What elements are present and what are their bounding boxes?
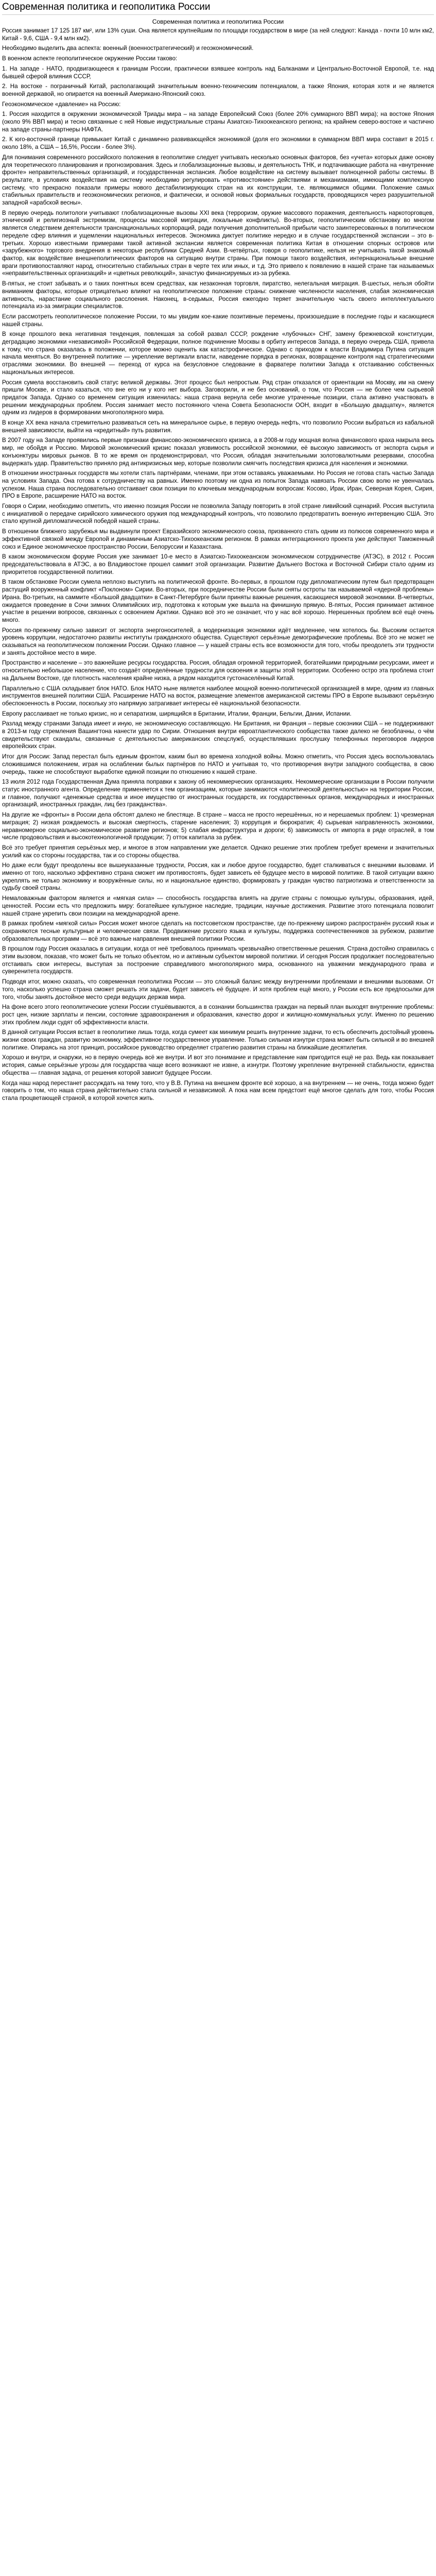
article-paragraph: Россия сумела восстановить свой статус великой державы. Этот процесс был непростым. Ряд стран отказался от ориентации на Москву, им на смену пришли Москве, и стало казаться, что вне его ни у кого нет выбора. Заговорили, и не без оснований, о том, что Россия — не более чем сырьевой придаток Запада. Однако со временем ситуация изменилась: наша страна вернула себе многие утраченные позиции, стала активно участвовать в решении международных проблем. Россия занимает место постоянного члена Совета Безопасности ООН, входит в «Большую двадцатку», является одним из лидеров в формировании многополярного мира. (2, 379, 434, 416)
article-paragraph: В военном аспекте геополитическое окружение России таково: (2, 55, 178, 62)
article-paragraph: Хорошо и внутри, и снаружи, но в первую очередь всё же внутри. И вот это понимание и представление нам пригодится ещё не раз. Ведь как показывает история, самые серьёзные угрозы для государства чаще всего возникают не извне, а изнутри. Поэтому укрепление внутренней стабильности, единства общества — главная задача, от решения которой зависит будущее России. (2, 1054, 434, 1076)
article-paragraph: Всё это требует принятия серьёзных мер, и многое в этом направлении уже делается. Однако решение этих проблем требует времени и значительных усилий как со стороны государства, так и со стороны общества. (2, 844, 434, 859)
article-paragraph: Немаловажным фактором является и «мягкая сила» — способность государства влиять на другие страны с помощью культуры, образования, идей, ценностей. России есть что предложить миру: богатейшее культурное наследие, традиции, научные достижения. Развитие этого потенциала позволит нашей стране укрепить свои позиции на международной арене. (2, 895, 434, 917)
article-paragraph: Необходимо выделить два аспекта: военный (военностратегический) и геоэкономический. (2, 45, 254, 52)
article-paragraph: В рамках проблем «мягкой силы» Россия может многое сделать на постсоветском пространстве, где по-прежнему широко распространён русский язык и сохраняются тесные культурные и человеческие связи. Продвижение русского языка и культуры, поддержка соотечественников за рубежом, развитие образовательных программ — всё это важные направления внешней политики России. (2, 920, 434, 942)
article-paragraph: 1. На западе - НАТО, продвигающееся к границам России, практически взявшее контроль над Балканами и Центрально-Восточной Европой, т.е. над бывшей сферой влияния СССР, (2, 65, 434, 80)
article-paragraph: 2. На востоке - пограничный Китай, располагающий значительным военно-техническим потенциалом, а также Япония, которая хотя и не является военной державой, но опирается на военный Американо-Японский союз. (2, 83, 434, 97)
article-paragraph: В прошлом году Россия оказалась в ситуации, когда от неё требовалось принимать чрезвычайно ответственные решения. Страна достойно справилась с этим вызовом, показав, что может быть не только объектом, но и активным субъектом мировой политики. И сегодня Россия продолжает последовательно отстаивать свои интересы, выступая за построение справедливого многополярного мира, основанного на уважении международного права и суверенитета государств. (2, 945, 434, 975)
article-body (2, 27, 434, 1103)
article-paragraph: В данной ситуации Россия встает в геополитике лишь тогда, когда сумеет как минимум решить внутренние задачи, то есть обеспечить достойный уровень жизни своих граждан, развитую экономику, эффективное государственное управление. Только сильная изнутри страна может быть сильной и во внешней политике. Опираясь на этот принцип, российское руководство определяет стратегию развития страны на ближайшие десятилетия. (2, 1029, 434, 1051)
article-paragraph: В отношении иностранных государств мы хотели стать партнёрами, членами, при этом оставаясь уважаемыми. Но Россия не готова стать частью Запада на условиях Запада. Она готова к сотрудничеству на равных. Именно поэтому ни одна из попыток Запада навязать России свою волю не увенчалась успехом. Наша страна последовательно отстаивает свои позиции по ключевым международным вопросам: Косово, Ирак, Иран, Северная Корея, Сирия, ПРО в Европе, расширение НАТО на восток. (2, 470, 434, 500)
article-paragraph: Когда наш народ перестанет рассуждать на тему того, что у В.В. Путина на внешнем фронте всё хорошо, а на внутреннем — не очень, тогда можно будет говорить о том, что наша страна действительно стала сильной и независимой. А пока нам всем предстоит ещё многое сделать для того, чтобы Россия стала процветающей страной, в которой хочется жить. (2, 1079, 434, 1101)
article-paragraph: В конце XX века начала стремительно развиваться сеть на минеральное сырье, в первую очередь нефть, что позволило России выбраться из кабальной внешней зависимости, выйти на «кредитный» путь развития. (2, 419, 434, 434)
page (0, 0, 436, 1103)
article-paragraph: В 2007 году на Западе проявились первые признаки финансово-экономического кризиса, а в 2008-м году мощная волна финансового краха накрыла весь мир, не обойдя и Россию. Мировой экономический кризис показал уязвимость российской экономики, её высокую зависимость от экспорта сырья и конъюнктуры мировых рынков. В то же время он продемонстрировал, что Россия, обладая значительными золотовалютными резервами, способна выдержать удар. Правительство приняло ряд антикризисных мер, которые позволили смягчить последствия кризиса для населения и экономики. (2, 437, 434, 467)
article-paragraph: В отношении ближнего зарубежья мы выдвинули проект Евразийского экономического союза, призванного стать одним из полюсов современного мира и эффективной связкой между Европой и динамичным Азиатско-Тихоокеанским регионом. В рамках интеграционного проекта уже действуют Таможенный союз и Единое экономическое пространство России, Белоруссии и Казахстана. (2, 528, 434, 550)
article-paragraph: 2. К юго-восточной границе примыкает Китай с динамично развивающейся экономикой (доля его экономики в суммарном ВВП мира составит в 2015 г. около 18%, а США – 16,5%, России - более 3%). (2, 136, 434, 151)
article-paragraph: Параллельно с США складывает блок НАТО. Блок НАТО ныне является наиболее мощной военно-политической организацией в мире, одним из главных инструментов внешней политики США. Расширение НАТО на восток, размещение элементов американской системы ПРО в Европе вызывают серьёзную обеспокоенность в России, поскольку это напрямую затрагивает интересы её национальной безопасности. (2, 685, 434, 707)
article-paragraph: Подводя итог, можно сказать, что современная геополитика России — это сложный баланс между внутренними проблемами и внешними вызовами. От того, насколько успешно страна сможет решать эти задачи, будет зависеть её будущее. И хотя проблем ещё много, у России есть все предпосылки для того, чтобы занять достойное место среди ведущих держав мира. (2, 978, 434, 1001)
article-paragraph: 13 июля 2012 года Государственная Дума приняла поправки к закону об некоммерческих организациях. Некоммерческие организации в России получили статус иностранного агента. Определение применяется к тем организациям, которые занимаются «политической деятельностью» на территории России, и главное, получают «денежные средства и иное имущество от иностранных государств, их государственных органов, международных и иностранных организаций, иностранных граждан, лиц без гражданства». (2, 778, 434, 808)
article-paragraph: В каком экономическом форуме Россия уже занимает 10-е место в Азиатско-Тихоокеанском экономическом сотрудничестве (АТЭС), в 2012 г. Россия председательствовала в АТЭС, а во Владивостоке прошел саммит этой организации. Развитие Дальнего Востока и Восточной Сибири стало одним из приоритетов государственной политики. (2, 553, 434, 575)
article-paragraph: Но даже если будут преодолены все вышеуказанные трудности, Россия, как и любое другое государство, будет сталкиваться с внешними вызовами. И именно от того, насколько эффективно страна сможет им противостоять, будет зависеть её будущее место в мировой политике. В такой ситуации важно укреплять не только экономику и вооружённые силы, но и национальное единство, формировать у граждан чувство патриотизма и ответственности за судьбу своей страны. (2, 862, 434, 892)
article-paragraph: Если рассмотреть геополитическое положение России, то мы увидим кое-какие позитивные перемены, произошедшие в последние годы и касающиеся нашей страны. (2, 313, 434, 328)
article-paragraph: Говоря о Сирии, необходимо отметить, что именно позиция России не позволила Западу повторить в этой стране ливийский сценарий. Россия выступила с инициативой о передаче сирийского химического оружия под международный контроль, что позволило предотвратить военную интервенцию США. Это стало крупной дипломатической победой нашей страны. (2, 503, 434, 525)
article-paragraph: Разлад между странами Запада имеет и иную, не экономическую составляющую. Ни Британия, ни Франция – первые союзники США – не поддерживают в 2013-м году стремления Вашингтона нанести удар по Сирии. Отношения внутри евроатлантического сообщества также далеко не безоблачны, о чём свидетельствуют скандалы, связанные с деятельностью американских спецслужб, осуществлявших прослушку телефонных переговоров лидеров европейских стран. (2, 720, 434, 750)
article-paragraph: На фоне всего этого геополитические успехи России стушёвываются, а в сознании большинства граждан на первый план выходят внутренние проблемы: рост цен, низкие зарплаты и пенсии, состояние здравоохранения и образования, качество дорог и жилищно-коммунальных услуг. Именно по решению этих проблем люди судят об эффективности власти. (2, 1004, 434, 1026)
article-paragraph: В первую очередь политологи учитывают глобализационные вызовы XXI века (терроризм, оружие массового поражения, деятельность наркоторговцев, этнический и религиозный экстремизм, процессы массовой миграции, локальные конфликты). Во-вторых, геополитическим обстановку во многом является следствием деятельности транснациональных корпораций, ради получения дополнительной прибыли часто заинтересованных в политическом переделе сфер влияния и ущемлении национальных интересов. Экономика диктует политике нередко и в случае государственной экспансии – это в-третьих. Хорошо известными примерами такой активной экспансии является современная политика Китая в отношении спорных островов или «зарубежного» торгового внедрения в некоторые республики Средней Азии. В-четвёртых, говоря о геополитике, нельзя не учитывать такой знакомый фактор, как воздействие внешнеполитических факторов на ситуацию внутри страны. При помощи такого воздействия, интернациональные внешние враги противопоставляют народ, относительно стабильных стран в черте тех или иных, и т.д. Это привело к появлению в нашей стране так называемых «неправительственных организаций» и «цветных революций», зачастую финансируемых из-за рубежа. (2, 209, 434, 277)
article-paragraph: Пространство и население – это важнейшие ресурсы государства. Россия, обладая огромной территорией, богатейшими природными ресурсами, имеет и относительно небольшое население, что создаёт определённые трудности для освоения и защиты этой территории. Особенно остро эта проблема стоит на Дальнем Востоке, где плотность населения крайне низка, а рядом находится густонаселённый Китай. (2, 659, 434, 682)
article-paragraph: На другие же «фронты» в России дела обстоят далеко не блестяще. В стране – масса не просто нерешённых, но и нерешаемых проблем: 1) чрезмерная миграция; 2) низкая рождаемость и высокая смертность, старение населения; 3) коррупция и бюрократия; 4) сырьевая направленность экономики, неравномерное социально-экономическое развитие регионов; 5) слабая инфраструктура и дороги; 6) зависимость от импорта в ряде отраслей, в том числе продовольствия и высокотехнологичной продукции; 7) отток капитала за рубеж. (2, 811, 434, 841)
article-paragraph: Для понимания современного российского положения в геополитике следует учитывать несколько основных факторов, без «учета» которых даже основу для теоретического планирования и прогнозирования. Здесь и глобализационные вызовы, и деятельность ТНК, и подтачивающие работа на «внутренние фронте» неправительственных организаций, и государственная экспансия. Любое воздействие на систему вызывает полноценной работы системы. В результате, в условиях воздействия на систему необходимо регулировать «противостояние» действиями и механизмами, имеющими комплексную систему, что прекрасно показали примеры нового дестабилизирующих стран на их конструкции, т.е. являющимися общими. Положение самых стабильных правительств и геоэкономических регионов, и фактически, и основой новых формальных государств, проводящихся через разрушительной западной «арабской весны». (2, 154, 434, 207)
article-paragraph: В-пятых, не стоит забывать и о таких понятных всем средствах, как незаконная торговля, пиратство, нелегальная миграция. В-шестых, нельзя обойти вниманием факторы, которые отрицательно влияют на геополитическое положение страны: снижение численности населения, слабая экономическая активность, нарастание социального расслоения. Наконец, в-седьмых, Россия ежегодно теряет значительную часть своего интеллектуального потенциала из-за эмиграции специалистов. (2, 280, 434, 310)
article-paragraph: Европу расслаивает не только кризис, но и сепаратизм, ширящийся в Британии, Италии, Франции, Бельгии, Дании, Испании. (2, 710, 352, 717)
page-title: Современная политика и геополитика России (2, 0, 434, 15)
article-paragraph: В таком обстановке России сумела неплохо выступить на политической фронте. Во-первых, в прошлом году дипломатическим путем был предотвращен растущий вооруженный конфликт «Поклоном» Сирии. Во-вторых, при посредничестве России были сняты остроты так называемой «ядерной проблемы» Ирана. Во-третьих, на саммите «Большой двадцатки» в Санкт-Петербурге были приняты важные решения, касающиеся мировой экономики. В-четвертых, ожидается проведение в Сочи зимних Олимпийских игр, подготовка к которым уже вышла на финишную прямую. В-пятых, Россия принимает активное участие в решении вопросов, связанных с освоением Арктики. Однако всё это не означает, что у нас всё хорошо. Нерешенных проблем всё ещё очень много. (2, 579, 434, 623)
article-paragraph: Россия занимает 17 125 187 км², или 13% суши. Она является крупнейшим по площади государством в мире (за ней следуют: Канада - почти 10 млн км2, Китай - 9,6, США - 9,4 млн км2). (2, 27, 434, 42)
article-paragraph: Итог для России: Запад перестал быть единым фронтом, каким был во времена холодной войны. Можно отметить, что Россия здесь воспользовалась сложившимся положением, играя на ослаблении былых партнёров по НАТО и учитывая то, что противоречия внутри западного сообщества, в свою очередь, также не способствуют выработке единой позиции по отношению к нашей стране. (2, 753, 434, 775)
article-paragraph: В конце прошлого века негативная тенденция, повлекшая за собой развал СССР, рождение «лубочных» СНГ, замену брежневской конституции, деградацию экономики «независимой» Российской Федерации, полное подчинение Москвы в орбиту интересов Запада, в первую очередь США, привела к тому, что страна оказалась в положении, которое можно оценить как катастрофическое. Однако с приходом к власти Владимира Путина ситуация начала меняться. Во внутренней политике — укрепление вертикали власти, наведение порядка в регионах, возвращение контроля над стратегическими отраслями экономики. Во внешней — переход от курса на безусловное следование в фарватере политики Запада к отстаиванию собственных национальных интересов. (2, 331, 434, 376)
article-paragraph: 1. Россия находится в окружении экономической Триады мира – на западе Европейский Союз (более 20% суммарного ВВП мира); на востоке Япония (около 9% ВВП мира) и тесно связанные с ней Новые индустриальные страны Азиатско-Тихоокеанского региона; на крайнем северо-востоке и частично на западе страны-партнеры НАФТА. (2, 111, 434, 133)
article-paragraph: Геоэкономическое «давление» на Россию: (2, 100, 121, 108)
article-paragraph: Россия по-прежнему сильно зависит от экспорта энергоносителей, а модернизация экономики идёт медленнее, чем хотелось бы. Высоким остается уровень коррупции, недостаточно развиты институты гражданского общества. Существуют серьёзные демографические проблемы. Всё это не может не сказываться на геополитическом положении России. Однако главное — у нашей страны есть все возможности для того, чтобы преодолеть эти трудности и занять достойное место в мире. (2, 626, 434, 656)
page-subtitle: Современная политика и геополитика России (152, 18, 284, 25)
